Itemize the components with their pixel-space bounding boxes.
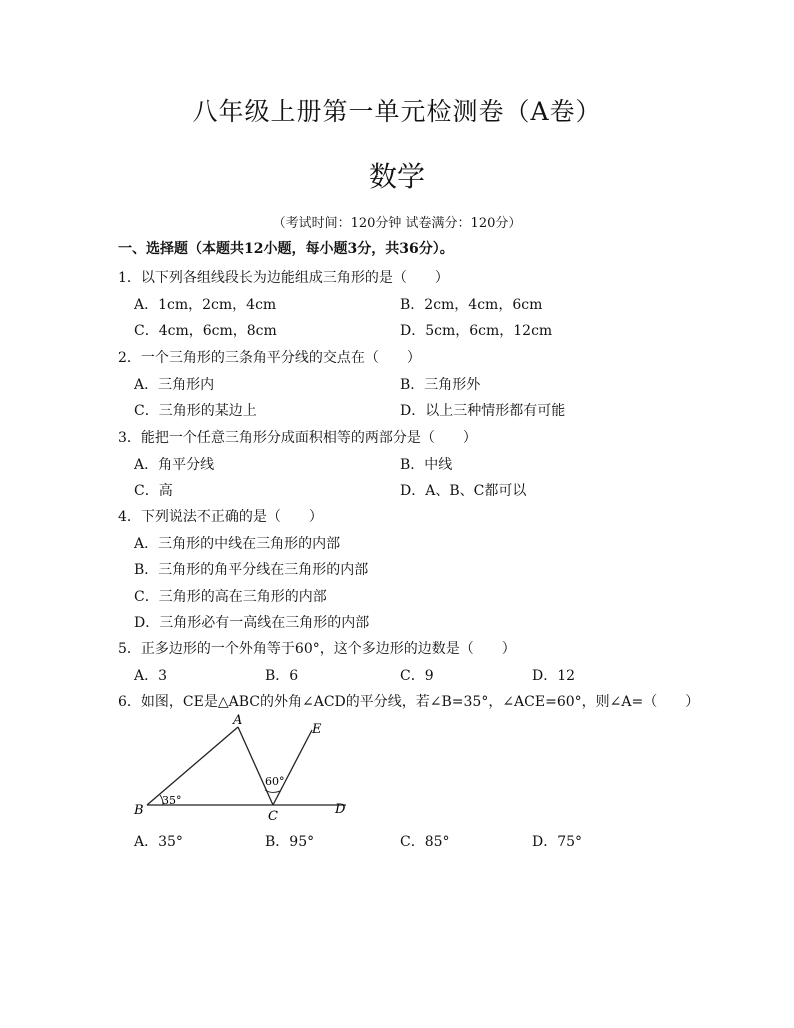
exam-subject: 数学 [368, 160, 425, 193]
line-ce [273, 730, 312, 805]
q4-option-a: A．三角形的中线在三角形的内部 [134, 536, 341, 552]
q3-option-b: B．中线 [400, 457, 453, 473]
q2-option-a: A．三角形内 [134, 377, 215, 393]
q5-option-c: C．9 [400, 668, 434, 684]
q5-option-a: A．3 [134, 668, 168, 684]
q6-option-b: B．95° [265, 834, 315, 850]
q2-option-c: C．三角形的某边上 [134, 403, 257, 419]
question-3-stem: 3．能把一个任意三角形分成面积相等的两部分是（ ） [118, 430, 477, 446]
label-b: B [134, 803, 144, 818]
label-c: C [268, 809, 278, 824]
q1-option-d: D．5cm，6cm，12cm [400, 323, 553, 339]
question-6-stem: 6．如图，CE是△ABC的外角∠ACD的平分线，若∠B=35°，∠ACE=60°，则∠A=（ ） [118, 694, 700, 710]
question-4-stem: 4．下列说法不正确的是（ ） [118, 509, 323, 525]
q6-option-c: C．85° [400, 834, 450, 850]
q3-option-c: C．高 [134, 483, 173, 499]
exam-time-info: （考试时间：120分钟 试卷满分：120分） [272, 216, 522, 231]
q5-option-d: D．12 [532, 668, 576, 684]
q6-option-d: D．75° [532, 834, 583, 850]
q1-option-c: C．4cm，6cm，8cm [134, 323, 277, 339]
label-d: D [335, 802, 346, 817]
label-a: A [233, 713, 243, 728]
q1-option-b: B．2cm，4cm，6cm [400, 297, 543, 313]
exam-title: 八年级上册第一单元检测卷（A卷） [192, 97, 602, 126]
line-ba [147, 727, 238, 805]
q5-option-b: B．6 [265, 668, 299, 684]
angle-b-label: 35° [162, 794, 182, 807]
q4-option-c: C．三角形的高在三角形的内部 [134, 589, 327, 605]
triangle-figure [120, 712, 370, 824]
question-5-stem: 5．正多边形的一个外角等于60°，这个多边形的边数是（ ） [118, 641, 516, 657]
question-2-stem: 2．一个三角形的三条角平分线的交点在（ ） [118, 350, 421, 366]
section-heading: 一、选择题（本题共12小题，每小题3分，共36分）。 [118, 241, 454, 257]
q4-option-b: B．三角形的角平分线在三角形的内部 [134, 562, 369, 578]
angle-ace-label: 60° [265, 775, 285, 788]
q3-option-a: A．角平分线 [134, 457, 215, 473]
question-1-stem: 1．以下列各组线段长为边能组成三角形的是（ ） [118, 270, 449, 286]
label-e: E [312, 722, 322, 737]
q4-option-d: D．三角形必有一高线在三角形的内部 [134, 615, 370, 631]
q1-option-a: A．1cm，2cm，4cm [134, 297, 277, 313]
q2-option-b: B．三角形外 [400, 377, 481, 393]
q3-option-d: D．A、B、C都可以 [400, 483, 527, 499]
q6-option-a: A．35° [134, 834, 183, 850]
line-ac [238, 727, 273, 805]
q2-option-d: D．以上三种情形都有可能 [400, 403, 566, 419]
